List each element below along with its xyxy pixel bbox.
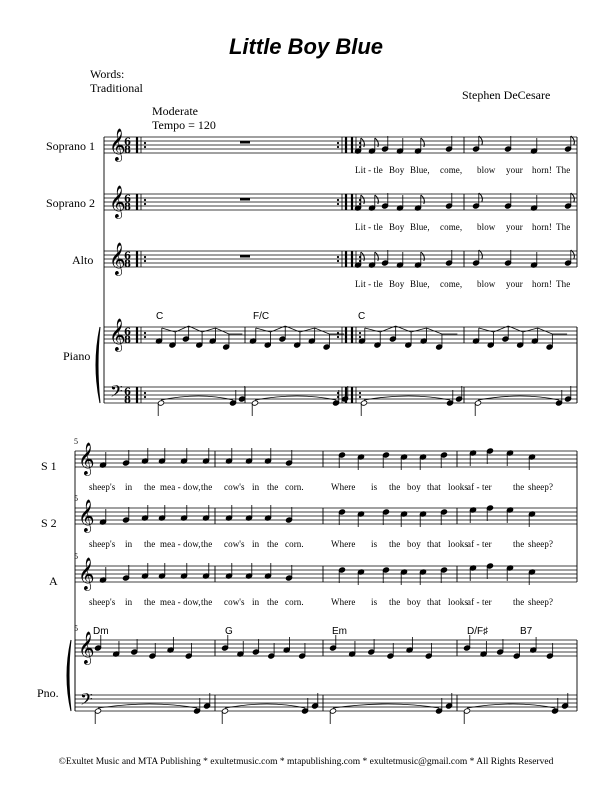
tie	[333, 704, 439, 708]
lyric-syllable: the	[513, 539, 525, 549]
lyric-syllable: cow's	[224, 597, 245, 607]
lyric-syllable: corn.	[285, 482, 304, 492]
lyric-syllable: that	[427, 539, 441, 549]
treble-clef-icon: 𝄞	[78, 557, 95, 590]
chord-symbol: Dm	[93, 626, 109, 637]
lyric-syllable: the	[513, 597, 525, 607]
treble-clef-icon: 𝄞	[109, 128, 126, 161]
bass-clef-icon: 𝄢	[80, 689, 93, 713]
lyric-syllable: Where	[331, 597, 356, 607]
lyric-syllable: the	[201, 597, 213, 607]
rest	[240, 141, 250, 144]
repeat-dot	[337, 203, 339, 205]
lyric-syllable: is	[371, 482, 378, 492]
chord-symbol: B7	[520, 626, 533, 637]
note-flag	[375, 138, 379, 147]
treble-clef-icon: 𝄞	[78, 442, 95, 475]
lyric-syllable: Blue,	[410, 222, 430, 232]
score-title: Little Boy Blue	[228, 34, 383, 59]
note-flag	[571, 136, 575, 145]
lyric-syllable: sheep's	[89, 482, 116, 492]
lyric-syllable: looks	[448, 597, 469, 607]
lyric-syllable: is	[371, 597, 378, 607]
measure-number: 5	[74, 552, 78, 561]
lyric-syllable: af - ter	[467, 597, 492, 607]
lyric-syllable: mea - dow,	[160, 597, 201, 607]
measure-number: 5	[74, 437, 78, 446]
note-flag	[421, 138, 425, 147]
lyric-syllable: in	[252, 482, 260, 492]
part-name-pno: Pno.	[37, 686, 59, 700]
repeat-dot	[144, 256, 146, 258]
lyric-syllable: sheep?	[528, 482, 554, 492]
note-stem	[411, 328, 426, 332]
rest	[240, 198, 250, 201]
lyric-syllable: the	[267, 482, 279, 492]
treble-clef-icon: 𝄞	[78, 499, 95, 532]
note-stem	[479, 328, 494, 332]
lyric-syllable: The	[556, 279, 571, 289]
lyric-syllable: come,	[440, 279, 463, 289]
lyric-syllable: looks	[448, 539, 469, 549]
repeat-dot	[144, 199, 146, 201]
note-stem	[300, 328, 315, 332]
repeat-dot	[337, 260, 339, 262]
tie	[364, 396, 450, 400]
lyric-syllable: Lit - tle	[355, 165, 383, 175]
lyric-syllable: Lit - tle	[355, 279, 383, 289]
repeat-dot	[359, 336, 361, 338]
lyric-syllable: blow	[477, 165, 496, 175]
lyric-syllable: that	[427, 482, 441, 492]
repeat-dot	[144, 203, 146, 205]
lyric-syllable: your	[506, 165, 523, 175]
repeat-dot	[337, 336, 339, 338]
lyric-syllable: horn!	[532, 222, 552, 232]
lyric-syllable: Lit - tle	[355, 222, 383, 232]
lyric-syllable: corn.	[285, 597, 304, 607]
lyric-syllable: come,	[440, 165, 463, 175]
lyric-syllable: af - ter	[467, 482, 492, 492]
note-stem	[365, 328, 380, 332]
time-signature-numerator: 6	[124, 251, 131, 262]
lyric-syllable: af - ter	[467, 539, 492, 549]
chord-symbol: D/F♯	[467, 626, 489, 637]
note-stem	[202, 328, 215, 332]
chord-symbol: G	[225, 626, 233, 637]
time-signature-denominator: 8	[124, 259, 131, 270]
lyric-syllable: horn!	[532, 279, 552, 289]
time-signature-denominator: 8	[124, 395, 131, 406]
time-signature-numerator: 6	[124, 327, 131, 338]
lyric-syllable: in	[125, 539, 133, 549]
chord-symbol: C	[156, 311, 164, 322]
lyric-syllable: mea - dow,	[160, 482, 201, 492]
lyric-syllable: corn.	[285, 539, 304, 549]
lyric-syllable: Where	[331, 482, 356, 492]
repeat-dot	[359, 392, 361, 394]
words-author: Traditional	[90, 81, 143, 95]
chord-symbol: Em	[332, 626, 347, 637]
part-name-soprano-1: Soprano 1	[46, 139, 95, 153]
note-flag	[479, 136, 483, 145]
lyric-syllable: cow's	[224, 539, 245, 549]
lyric-syllable: the	[513, 482, 525, 492]
lyric-syllable: looks	[448, 482, 469, 492]
lyric-syllable: boy	[407, 539, 421, 549]
tie	[98, 704, 197, 708]
time-signature-numerator: 6	[124, 194, 131, 205]
repeat-dot	[337, 142, 339, 144]
lyric-syllable: in	[125, 597, 133, 607]
repeat-dot	[144, 146, 146, 148]
time-signature-numerator: 6	[124, 387, 131, 398]
time-signature-denominator: 8	[124, 335, 131, 346]
lyric-syllable: in	[252, 597, 260, 607]
part-name-soprano-2: Soprano 2	[46, 196, 95, 210]
tie	[478, 396, 559, 400]
repeat-dot	[144, 142, 146, 144]
lyric-syllable: the	[389, 482, 401, 492]
part-name-s2: S 2	[41, 516, 57, 530]
tie	[161, 396, 233, 400]
lyric-syllable: the	[144, 597, 156, 607]
lyric-syllable: Boy	[389, 222, 405, 232]
piano-brace	[96, 327, 100, 403]
lyric-syllable: your	[506, 279, 523, 289]
note-flag	[421, 195, 425, 204]
lyric-syllable: that	[427, 597, 441, 607]
note-flag	[571, 193, 575, 202]
lyric-syllable: the	[201, 539, 213, 549]
words-label: Words:	[90, 67, 125, 81]
repeat-dot	[359, 332, 361, 334]
treble-clef-icon: 𝄞	[109, 185, 126, 218]
lyric-syllable: in	[125, 482, 133, 492]
lyric-syllable: the	[144, 482, 156, 492]
repeat-dot	[144, 260, 146, 262]
lyric-syllable: sheep?	[528, 597, 554, 607]
measure-number: 5	[74, 624, 78, 633]
lyric-syllable: in	[252, 539, 260, 549]
lyric-syllable: sheep's	[89, 539, 116, 549]
repeat-dot	[144, 392, 146, 394]
note-flag	[421, 252, 425, 261]
repeat-dot	[144, 332, 146, 334]
lyric-syllable: the	[267, 539, 279, 549]
note-flag	[479, 193, 483, 202]
repeat-dot	[144, 396, 146, 398]
lyric-syllable: the	[267, 597, 279, 607]
lyric-syllable: Where	[331, 539, 356, 549]
tie	[467, 704, 555, 708]
chord-symbol: C	[358, 311, 366, 322]
lyric-syllable: your	[506, 222, 523, 232]
rest	[240, 255, 250, 258]
part-name-piano: Piano	[63, 349, 91, 363]
part-name-a: A	[49, 574, 58, 588]
lyric-syllable: The	[556, 165, 571, 175]
note-stem	[523, 328, 538, 332]
lyric-syllable: blow	[477, 222, 496, 232]
treble-clef-icon: 𝄞	[78, 631, 95, 664]
tempo-mark: Tempo = 120	[152, 118, 216, 132]
treble-clef-icon: 𝄞	[109, 242, 126, 275]
lyric-syllable: cow's	[224, 482, 245, 492]
time-signature-denominator: 8	[124, 145, 131, 156]
lyric-syllable: The	[556, 222, 571, 232]
part-name-alto: Alto	[72, 253, 94, 267]
lyric-syllable: come,	[440, 222, 463, 232]
note-flag	[361, 138, 365, 147]
note-stem	[256, 328, 271, 332]
copyright-footer: ©Exultet Music and MTA Publishing * exultetmusic.com * mtapublishing.com * exultetmusic@gmail.com * All Rights Reserved	[58, 757, 554, 767]
bass-clef-icon: 𝄢	[110, 381, 123, 405]
lyric-syllable: Blue,	[410, 279, 430, 289]
lyric-syllable: sheep's	[89, 597, 116, 607]
measure-number: 5	[74, 494, 78, 503]
note-stem	[162, 328, 175, 332]
lyric-syllable: Boy	[389, 279, 405, 289]
lyric-syllable: Boy	[389, 165, 405, 175]
time-signature-numerator: 6	[124, 137, 131, 148]
treble-clef-icon: 𝄞	[109, 318, 126, 351]
repeat-dot	[144, 336, 146, 338]
part-name-s1: S 1	[41, 459, 57, 473]
repeat-dot	[337, 146, 339, 148]
lyric-syllable: Blue,	[410, 165, 430, 175]
lyric-syllable: the	[144, 539, 156, 549]
tempo-word: Moderate	[152, 104, 198, 118]
tie	[255, 396, 336, 400]
time-signature-denominator: 8	[124, 202, 131, 213]
note-flag	[375, 252, 379, 261]
note-flag	[361, 195, 365, 204]
note-flag	[361, 252, 365, 261]
lyric-syllable: boy	[407, 597, 421, 607]
lyric-syllable: blow	[477, 279, 496, 289]
repeat-dot	[337, 256, 339, 258]
lyric-syllable: horn!	[532, 165, 552, 175]
piano-brace	[67, 640, 71, 711]
lyric-syllable: boy	[407, 482, 421, 492]
note-flag	[479, 250, 483, 259]
lyric-syllable: sheep?	[528, 539, 554, 549]
lyric-syllable: mea - dow,	[160, 539, 201, 549]
note-flag	[375, 195, 379, 204]
repeat-dot	[359, 396, 361, 398]
note-flag	[571, 250, 575, 259]
lyric-syllable: the	[389, 597, 401, 607]
repeat-dot	[337, 199, 339, 201]
tie	[225, 704, 305, 708]
composer-credit: Stephen DeCesare	[462, 88, 551, 102]
lyric-syllable: the	[201, 482, 213, 492]
chord-symbol: F/C	[253, 311, 270, 322]
lyric-syllable: the	[389, 539, 401, 549]
lyric-syllable: is	[371, 539, 378, 549]
